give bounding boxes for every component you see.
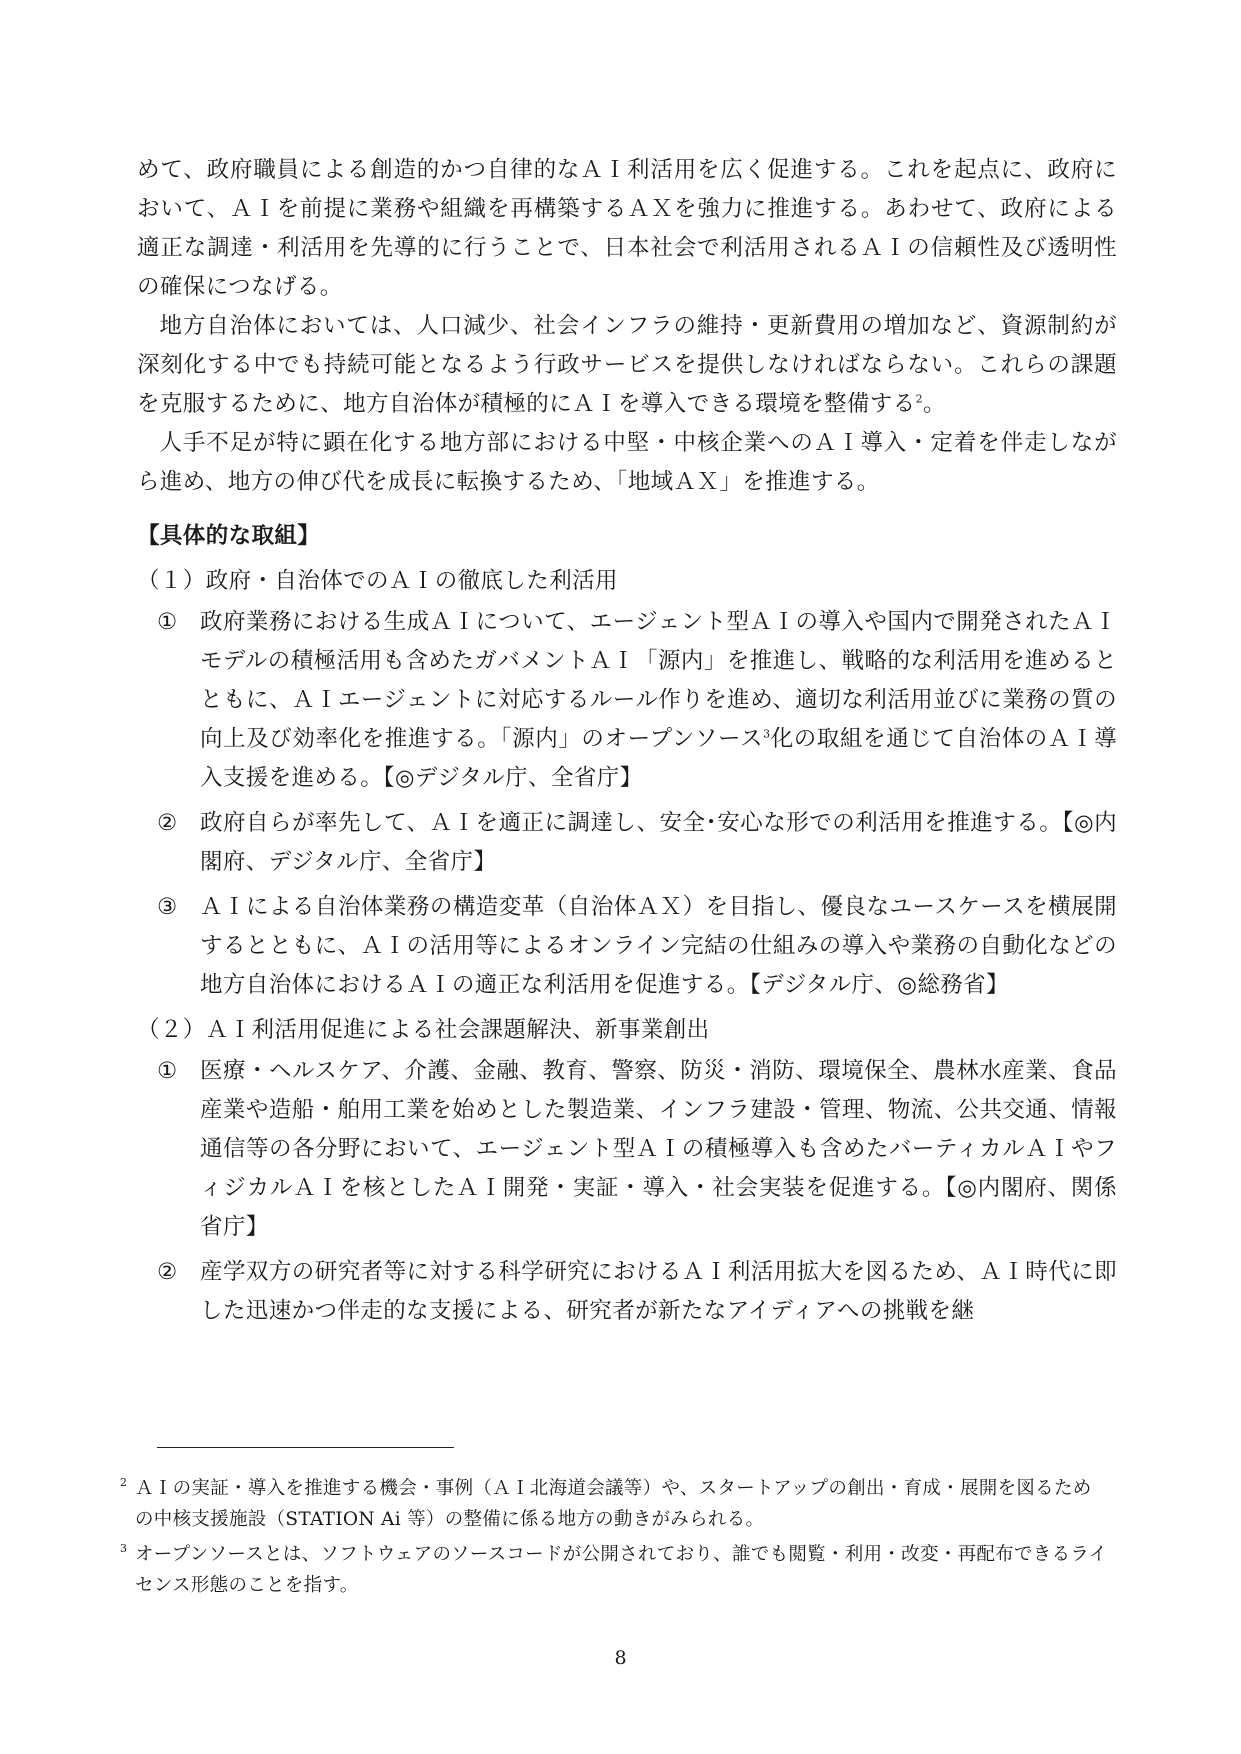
body-text [137,151,1117,1337]
list-item-number: ② [157,1259,178,1285]
section-1-title: （１）政府・自治体でのＡＩの徹底した利活用 [137,568,618,594]
list-item-number: ③ [157,894,178,920]
list-item-number: ① [157,609,178,635]
paragraph-1: めて、政府職員による創造的かつ自律的なＡＩ利活用を広く促進する。これを起点に、政府において、ＡＩを前提に業務や組織を再構築するＡＸを強力に推進する。あわせて、政府による適正な調達・利活用を先導的に行うことで、日本社会で利活用されるＡＩの信頼性及び透明性の確保につなげる。 [137,157,1117,300]
list-item-text: 医療・ヘルスケア、介護、金融、教育、警察、防災・消防、環境保全、農林水産業、食品産業や造船・舶用工業を始めとした製造業、インフラ建設・管理、物流、公共交通、情報通信等の各分野において、エージェント型ＡＩの積極導入も含めたバーティカルＡＩやフィジカルＡＩを核としたＡＩ開発・実証・導入・社会実装を促進する。【◎内閣府、関係省庁】 [200,1058,1117,1240]
list-item-text-end: 化の取組を通じて自治体のＡＩ導入支援を進める。【◎デジタル庁、全省庁】 [200,726,1117,791]
paragraph-2-end: 。 [923,391,946,417]
paragraph-2-text: 地方自治体においては、人口減少、社会インフラの維持・更新費用の増加など、資源制約が深刻化する中でも持続可能となるよう行政サービスを提供しなければならない。これらの課題を克服するために、地方自治体が積極的にＡＩを導入できる環境を整備する [137,313,1117,417]
footnote-text: オープンソースとは、ソフトウェアのソースコードが公開されており、誰でも閲覧・利用・改変・再配布できるライセンス形態のことを指す。 [135,1544,1108,1596]
footnote-separator [157,1447,454,1448]
list-item-text: ＡＩによる自治体業務の構造変革（自治体ＡＸ）を目指し、優良なユースケースを横展開するとともに、ＡＩの活用等によるオンライン完結の仕組みの導入や業務の自動化などの地方自治体におけるＡＩの適正な利活用を促進する。【デジタル庁、◎総務省】 [200,894,1117,998]
section-2-title: （２）ＡＩ利活用促進による社会課題解決、新事業創出 [137,1017,710,1043]
footnotes [120,1473,1110,1605]
section-heading: 【具体的な取組】 [137,523,321,549]
list-item [137,1253,1117,1331]
footnote-ref-2[interactable]: 2 [915,392,924,406]
paragraph-3: 人手不足が特に顕在化する地方部における中堅・中核企業へのＡＩ導入・定着を伴走しながら進め、地方の伸び代を成長に転換するため、「地域ＡＸ」を推進する。 [137,430,1117,495]
list-item-text: 産学双方の研究者等に対する科学研究におけるＡＩ利活用拡大を図るため、ＡＩ時代に即した迅速かつ伴走的な支援による、研究者が新たなアイディアへの挑戦を継 [200,1259,1117,1324]
page-number: 8 [614,1647,627,1669]
footnote-mark: 2 [120,1476,128,1489]
footnote-text: ＡＩの実証・導入を推進する機会・事例（ＡＩ北海道会議等）や、スタートアップの創出・育成・展開を図るための中核支援施設（STATION Ai 等）の整備に係る地方の動きがみられる。 [135,1478,1092,1530]
footnote-ref-3[interactable]: 3 [763,727,771,741]
footnote [120,1539,1110,1601]
list-item [137,1052,1117,1247]
list-item-number: ② [157,810,178,836]
paragraph-2 [137,307,1117,424]
list-item-text [200,603,1117,798]
list-item-text: 政府自らが率先して、ＡＩを適正に調達し、安全･安心な形での利活用を推進する。【◎内閣府、デジタル庁、全省庁】 [200,810,1117,875]
footnote [120,1473,1110,1535]
list-item [137,804,1117,882]
footnote-mark: 3 [120,1542,128,1555]
list-item-number: ① [157,1058,178,1084]
list-item-text-main: 政府業務における生成ＡＩについて、エージェント型ＡＩの導入や国内で開発されたＡＩモデルの積極活用も含めたガバメントＡＩ「源内」を推進し、戦略的な利活用を進めるとともに、ＡＩエージェントに対応するルール作りを進め、適切な利活用並びに業務の質の向上及び効率化を推進する。「源内」のオープンソース [200,609,1117,752]
list-item [137,603,1117,798]
list-item [137,888,1117,1005]
